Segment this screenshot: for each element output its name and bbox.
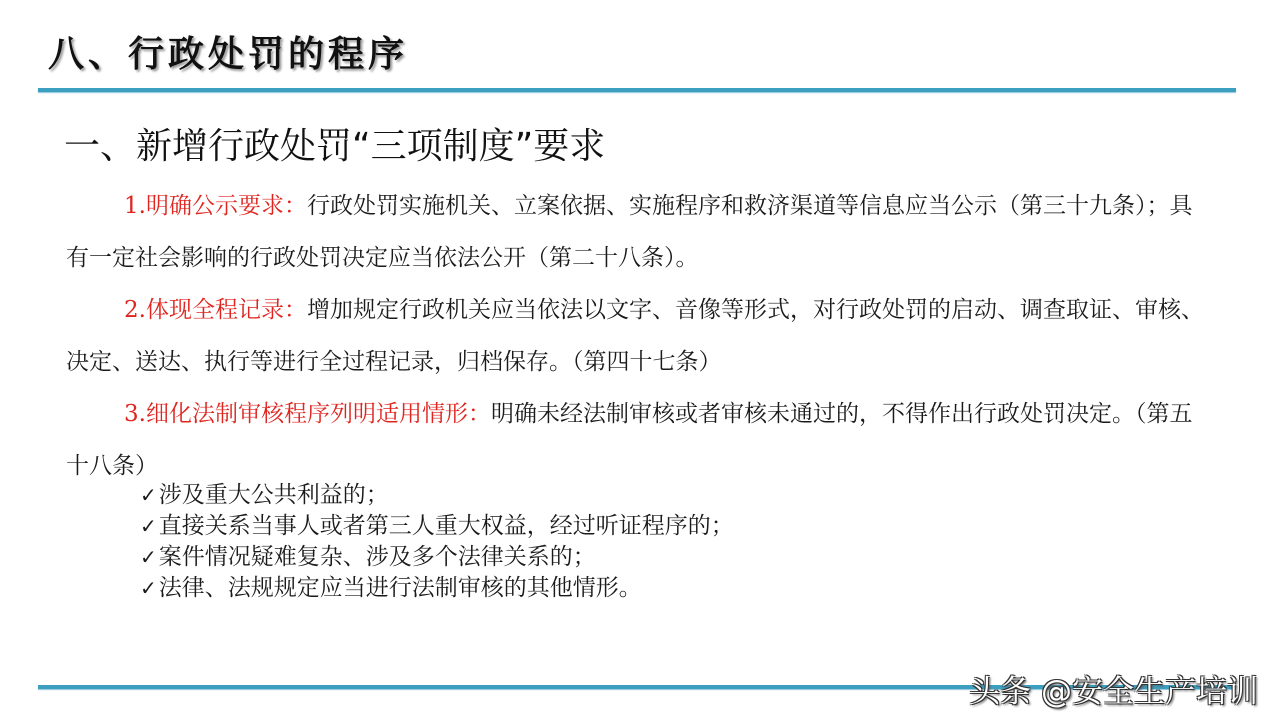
page-title: 八、行政处罚的程序	[48, 34, 409, 75]
list-item-text: 案件情况疑难复杂、涉及多个法律关系的；	[158, 544, 596, 570]
list-item	[140, 480, 734, 511]
paragraph-lead: 3.细化法制审核程序列明适用情形：	[124, 401, 491, 427]
list-item	[140, 542, 734, 573]
check-icon: ✓	[140, 545, 157, 569]
check-icon: ✓	[140, 576, 157, 600]
list-item-text: 法律、法规规定应当进行法制审核的其他情形。	[158, 575, 642, 601]
watermark: 头条 @安全生产培训	[969, 674, 1258, 710]
list-item	[140, 573, 734, 604]
paragraph-lead: 1.明确公示要求：	[124, 193, 307, 219]
paragraph-body: 行政处罚实施机关、立案依据、实施程序和救济渠道等信息应当公示（第三十九条）；具有一定社会影响的行政处罚决定应当依法公开（第二十八条）。	[66, 193, 1193, 271]
section-heading: 一、新增行政处罚“三项制度”要求	[64, 126, 606, 167]
check-icon: ✓	[140, 514, 157, 538]
paragraph-recording	[66, 284, 1206, 388]
list-item	[140, 511, 734, 542]
checklist	[140, 480, 734, 604]
paragraph-body: 明确未经法制审核或者审核未通过的，不得作出行政处罚决定。（第五十八条）	[66, 401, 1193, 479]
paragraph-body: 增加规定行政机关应当依法以文字、音像等形式，对行政处罚的启动、调查取证、审核、决定、送达、执行等进行全过程记录，归档保存。（第四十七条）	[66, 297, 1204, 375]
check-icon: ✓	[140, 483, 157, 507]
list-item-text: 涉及重大公共利益的；	[158, 482, 389, 508]
paragraph-lead: 2.体现全程记录：	[124, 297, 307, 323]
top-divider	[38, 88, 1236, 92]
paragraph-legal-review	[66, 388, 1206, 492]
list-item-text: 直接关系当事人或者第三人重大权益，经过听证程序的；	[158, 513, 734, 539]
paragraph-disclosure	[66, 180, 1206, 284]
